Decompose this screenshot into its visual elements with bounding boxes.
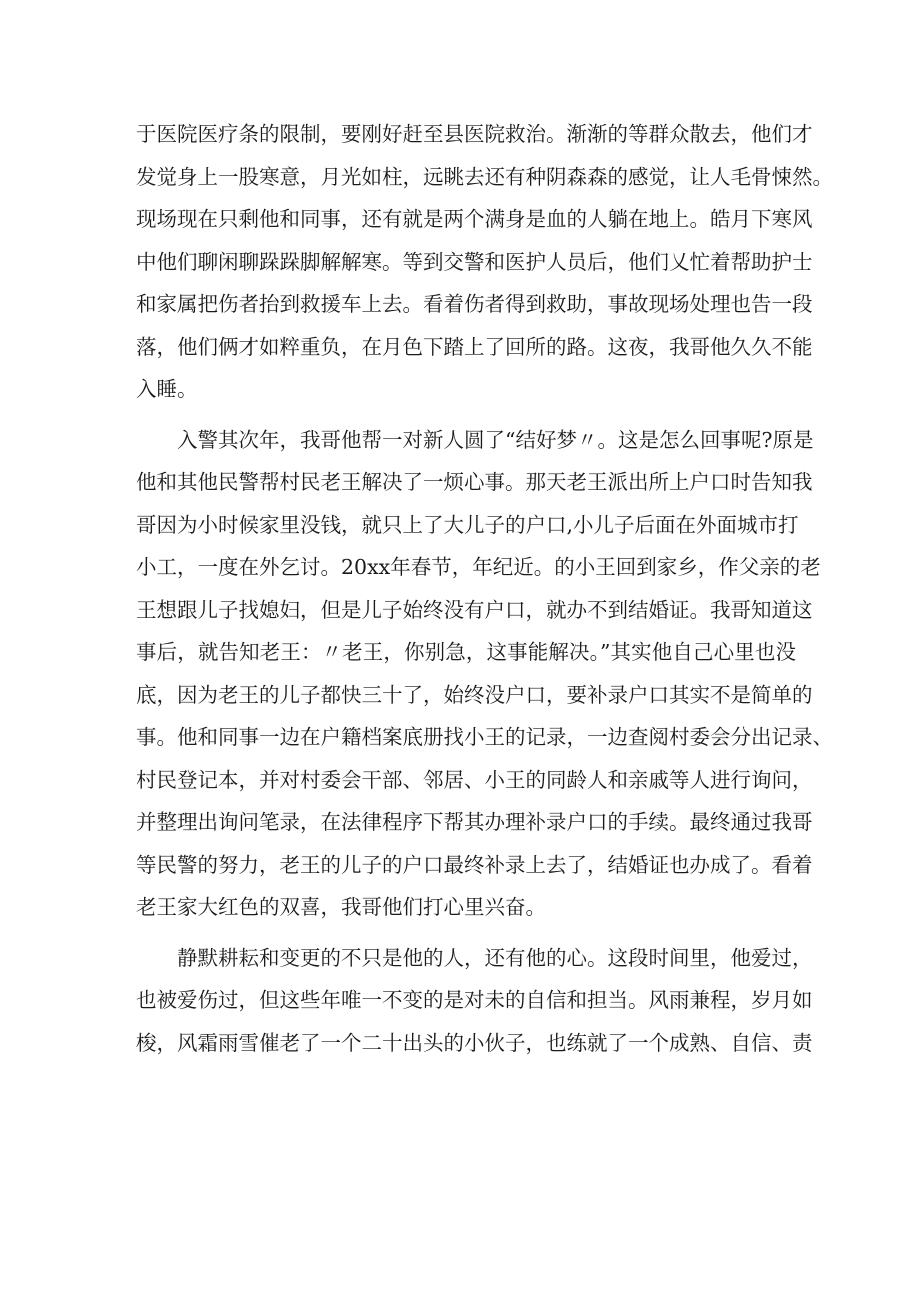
text-line: 他和其他民警帮村民老王解决了一烦心事。那天老王派出所上户口时告知我 <box>136 470 813 494</box>
paragraph-spacer <box>136 929 796 937</box>
text-line: 并整理出询问笔录，在法律程序下帮其办理补录户口的手续。最终通过我哥 <box>136 810 813 834</box>
paragraph-spacer <box>136 411 796 419</box>
text-line: 村民登记本，并对村委会干部、邻居、小王的同龄人和亲戚等人进行询问， <box>136 767 813 792</box>
text-line: 梭，风霜雨雪催老了一个二十出头的小伙子，也练就了一个成熟、自信、责 <box>136 1030 813 1055</box>
text-line: 静默耕耘和变更的不只是他的人，还有他的心。这段时间里，他爱过， <box>177 945 813 970</box>
text-line: 发觉身上一股寒意，月光如柱，远眺去还有种阴森森的感觉，让人毛骨悚然。 <box>136 164 833 189</box>
text-line: 事。他和同事一边在户籍档案底册找小王的记录，一边查阅村委会分出记录、 <box>136 725 833 749</box>
text-line: 落，他们俩才如粹重负，在月色下踏上了回所的路。这夜，我哥他久久不能 <box>136 334 813 359</box>
text-line: 哥因为小时候家里没钱，就只上了大儿子的户口,小儿子后面在外面城市打 <box>136 512 799 537</box>
paragraph-1 <box>136 113 833 411</box>
paragraph-3 <box>136 937 813 1065</box>
text-line: 王想跟儿子找媳妇，但是儿子始终没有户口，就办不到结婚证。我哥知道这 <box>136 597 813 622</box>
text-line: 老王家大红色的双喜，我哥他们打心里兴奋。 <box>136 895 546 919</box>
text-line: 小工，一度在外乞讨。20xx年春节，年纪近。的小王回到家乡，作父亲的老 <box>136 555 821 579</box>
text-line: 于医院医疗条的限制，要刚好赶至县医院救治。渐渐的等群众散去，他们才 <box>136 122 813 146</box>
text-line: 等民警的努力，老王的儿子的户口最终补录上去了，结婚证也办成了。看着 <box>136 852 813 877</box>
document-body <box>136 113 833 1064</box>
paragraph-2 <box>136 419 833 929</box>
text-line: 底，因为老王的儿子都快三十了，始终没户口，要补录户口其实不是简单的 <box>136 682 813 707</box>
text-line: 中他们聊闲聊跺跺脚解解寒。等到交警和医护人员后，他们乂忙着帮助护士 <box>136 249 813 274</box>
text-line: 入警其次年，我哥他帮一对新人圆了“结好梦〃。这是怎么回事呢?原是 <box>177 427 814 452</box>
text-line: 也被爱伤过，但这些年唯一不变的是对未的自信和担当。风雨兼程，岁月如 <box>136 988 813 1012</box>
text-line: 现场现在只剩他和同事，还有就是两个满身是血的人躺在地上。皓月下寒风 <box>136 207 813 231</box>
text-line: 事后，就告知老王：〃老王，你别急，这事能解决。”其实他自己心里也没 <box>136 640 796 664</box>
text-line: 和家属把伤者抬到救援车上去。看着伤者得到救助，事故现场处理也告一段 <box>136 292 813 316</box>
text-line: 入睡。 <box>136 377 198 401</box>
